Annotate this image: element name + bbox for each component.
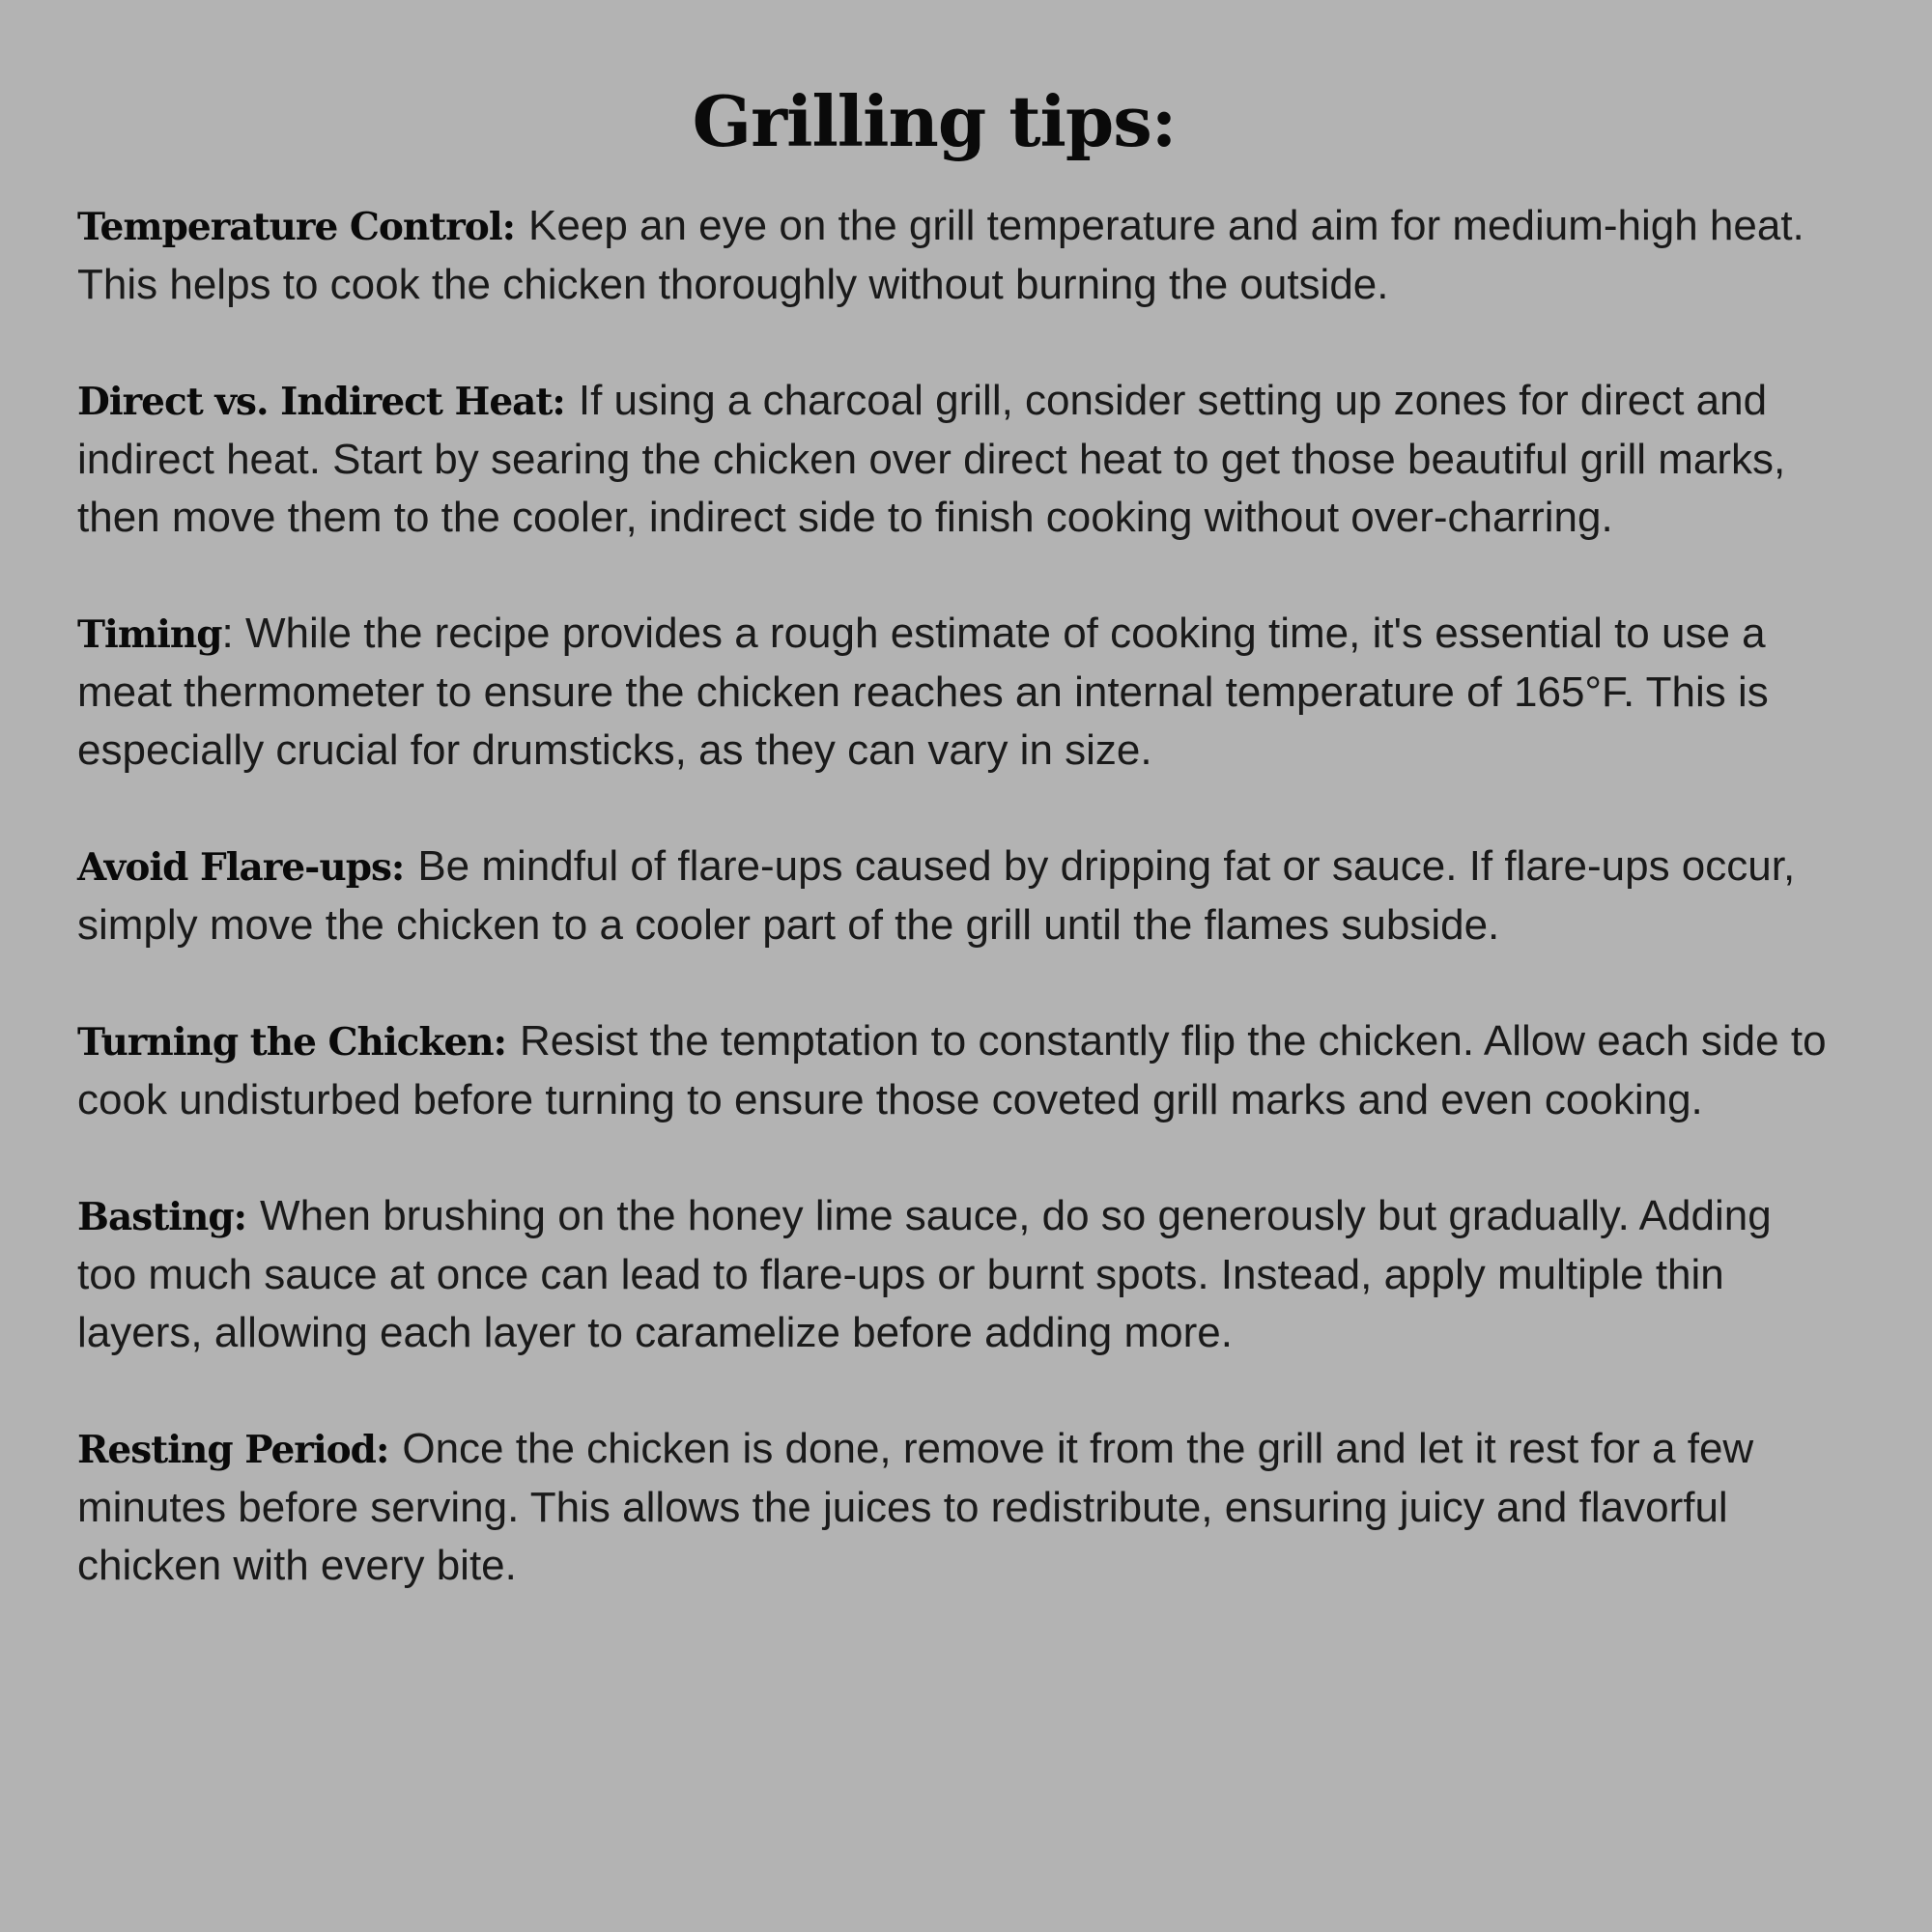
tip-label: Turning the Chicken: (77, 1020, 507, 1065)
tip-label: Resting Period: (77, 1428, 389, 1472)
tip-text: If using a charcoal grill, consider setting up zones for direct and indirect heat. Start by searing the chicken over direct heat to get those beautiful grill marks, then move them to the cooler, indirect side to finish cooking without over-charring. (77, 377, 1786, 541)
tip-text: When brushing on the honey lime sauce, do so generously but gradually. Adding too much sauce at once can lead to flare-ups or burnt spots. Instead, apply multiple thin layers, allowing each layer to caramelize before adding more. (77, 1192, 1772, 1356)
tip-label: Direct vs. Indirect Heat: (77, 380, 565, 424)
tip-avoid-flare-ups (77, 838, 1835, 954)
tip-temperature-control (77, 197, 1835, 314)
tip-text: Resist the temptation to constantly flip the chicken. Allow each side to cook undisturbed before turning to ensure those coveted grill marks and even cooking. (77, 1017, 1827, 1123)
tip-label: Temperature Control: (77, 205, 516, 249)
tip-basting (77, 1187, 1835, 1362)
tip-direct-vs-indirect-heat (77, 372, 1835, 547)
page-title: Grilling tips: (692, 80, 1177, 162)
tip-text: Keep an eye on the grill temperature and aim for medium-high heat. This helps to cook the chicken thoroughly without burning the outside. (77, 202, 1804, 308)
tip-turning-the-chicken (77, 1012, 1835, 1129)
tip-timing (77, 605, 1835, 780)
tip-text: Be mindful of flare-ups caused by dripping fat or sauce. If flare-ups occur, simply move the chicken to a cooler part of the grill until the flames subside. (77, 842, 1796, 949)
tip-resting-period (77, 1420, 1835, 1595)
tip-label: Avoid Flare-ups: (77, 845, 405, 890)
tip-text: Once the chicken is done, remove it from the grill and let it rest for a few minutes before serving. This allows the juices to redistribute, ensuring juicy and flavorful chicken with every bite. (77, 1425, 1754, 1589)
tip-label: Basting: (77, 1195, 247, 1239)
tips-list (77, 197, 1835, 1653)
tip-text: : While the recipe provides a rough estimate of cooking time, it's essential to use a meat thermometer to ensure the chicken reaches an internal temperature of 165°F. This is especially crucial for drumsticks, as they can vary in size. (77, 610, 1769, 774)
tip-label: Timing (77, 612, 222, 657)
